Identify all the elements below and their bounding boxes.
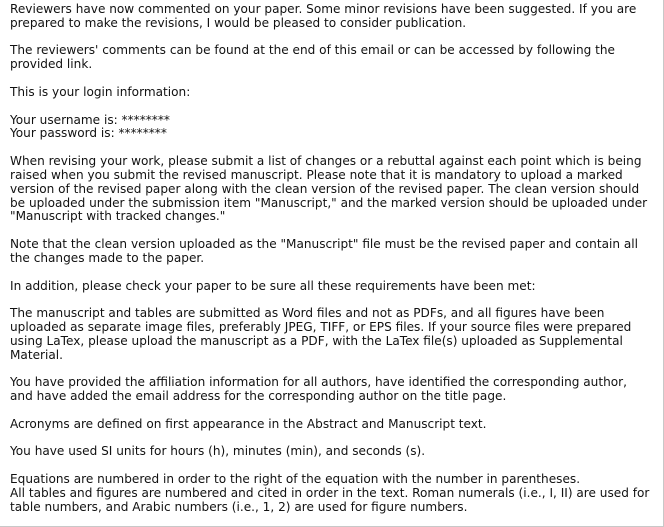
requirement-tables-figures: All tables and figures are numbered and cited in order in the text. Roman numerals (i.e., I, II) are used for table numbers, and Arabic numbers (i.e., 1, 2) are used for figure numbers.: [10, 485, 650, 514]
paragraph-clean-version-note: Note that the clean version uploaded as the "Manuscript" file must be the revised paper and contain all the changes made to the paper.: [10, 237, 638, 265]
paragraph-reviewer-comments-location: The reviewers' comments can be found at the end of this email or can be accessed by following the provided link.: [10, 43, 615, 72]
email-body: [10, 3, 650, 527]
requirement-si-units: You have used SI units for hours (h), minutes (min), and seconds (s).: [10, 444, 426, 459]
requirement-file-formats: The manuscript and tables are submitted as Word files and not as PDFs, and all figures have been uploaded as separate image files, preferably JPEG, TIFF, or EPS files. If your source files were prepared using LaTex, please upload the manuscript as a PDF, with the LaTex file(s) uploaded as Supplemental Material.: [10, 306, 632, 362]
requirement-equations: Equations are numbered in order to the right of the equation with the number in parentheses.: [10, 472, 581, 487]
requirement-affiliations: You have provided the affiliation information for all authors, have identified the corresponding author, and have added the email address for the corresponding author on the title page.: [10, 375, 627, 404]
paragraph-login-intro: This is your login information:: [10, 84, 191, 99]
paragraph-reviewers-commented: Reviewers have now commented on your paper. Some minor revisions have been suggested. If you are prepared to make the revisions, I would be pleased to consider publication.: [10, 2, 637, 30]
requirement-acronyms: Acronyms are defined on first appearance in the Abstract and Manuscript text.: [10, 416, 487, 431]
login-username: Your username is: ********: [10, 112, 170, 127]
paragraph-revision-instructions: When revising your work, please submit a list of changes or a rebuttal against each point which is being raised when you submit the revised manuscript. Please note that it is mandatory to upload a marked version of the revised paper along with the clean version of the revised paper. The clean version should be uploaded under the submission item "Manuscript," and the marked version should be uploaded under "Manuscript with tracked changes.": [10, 154, 648, 224]
login-password: Your password is: ********: [10, 126, 167, 141]
paragraph-requirements-intro: In addition, please check your paper to be sure all these requirements have been met:: [10, 278, 536, 293]
